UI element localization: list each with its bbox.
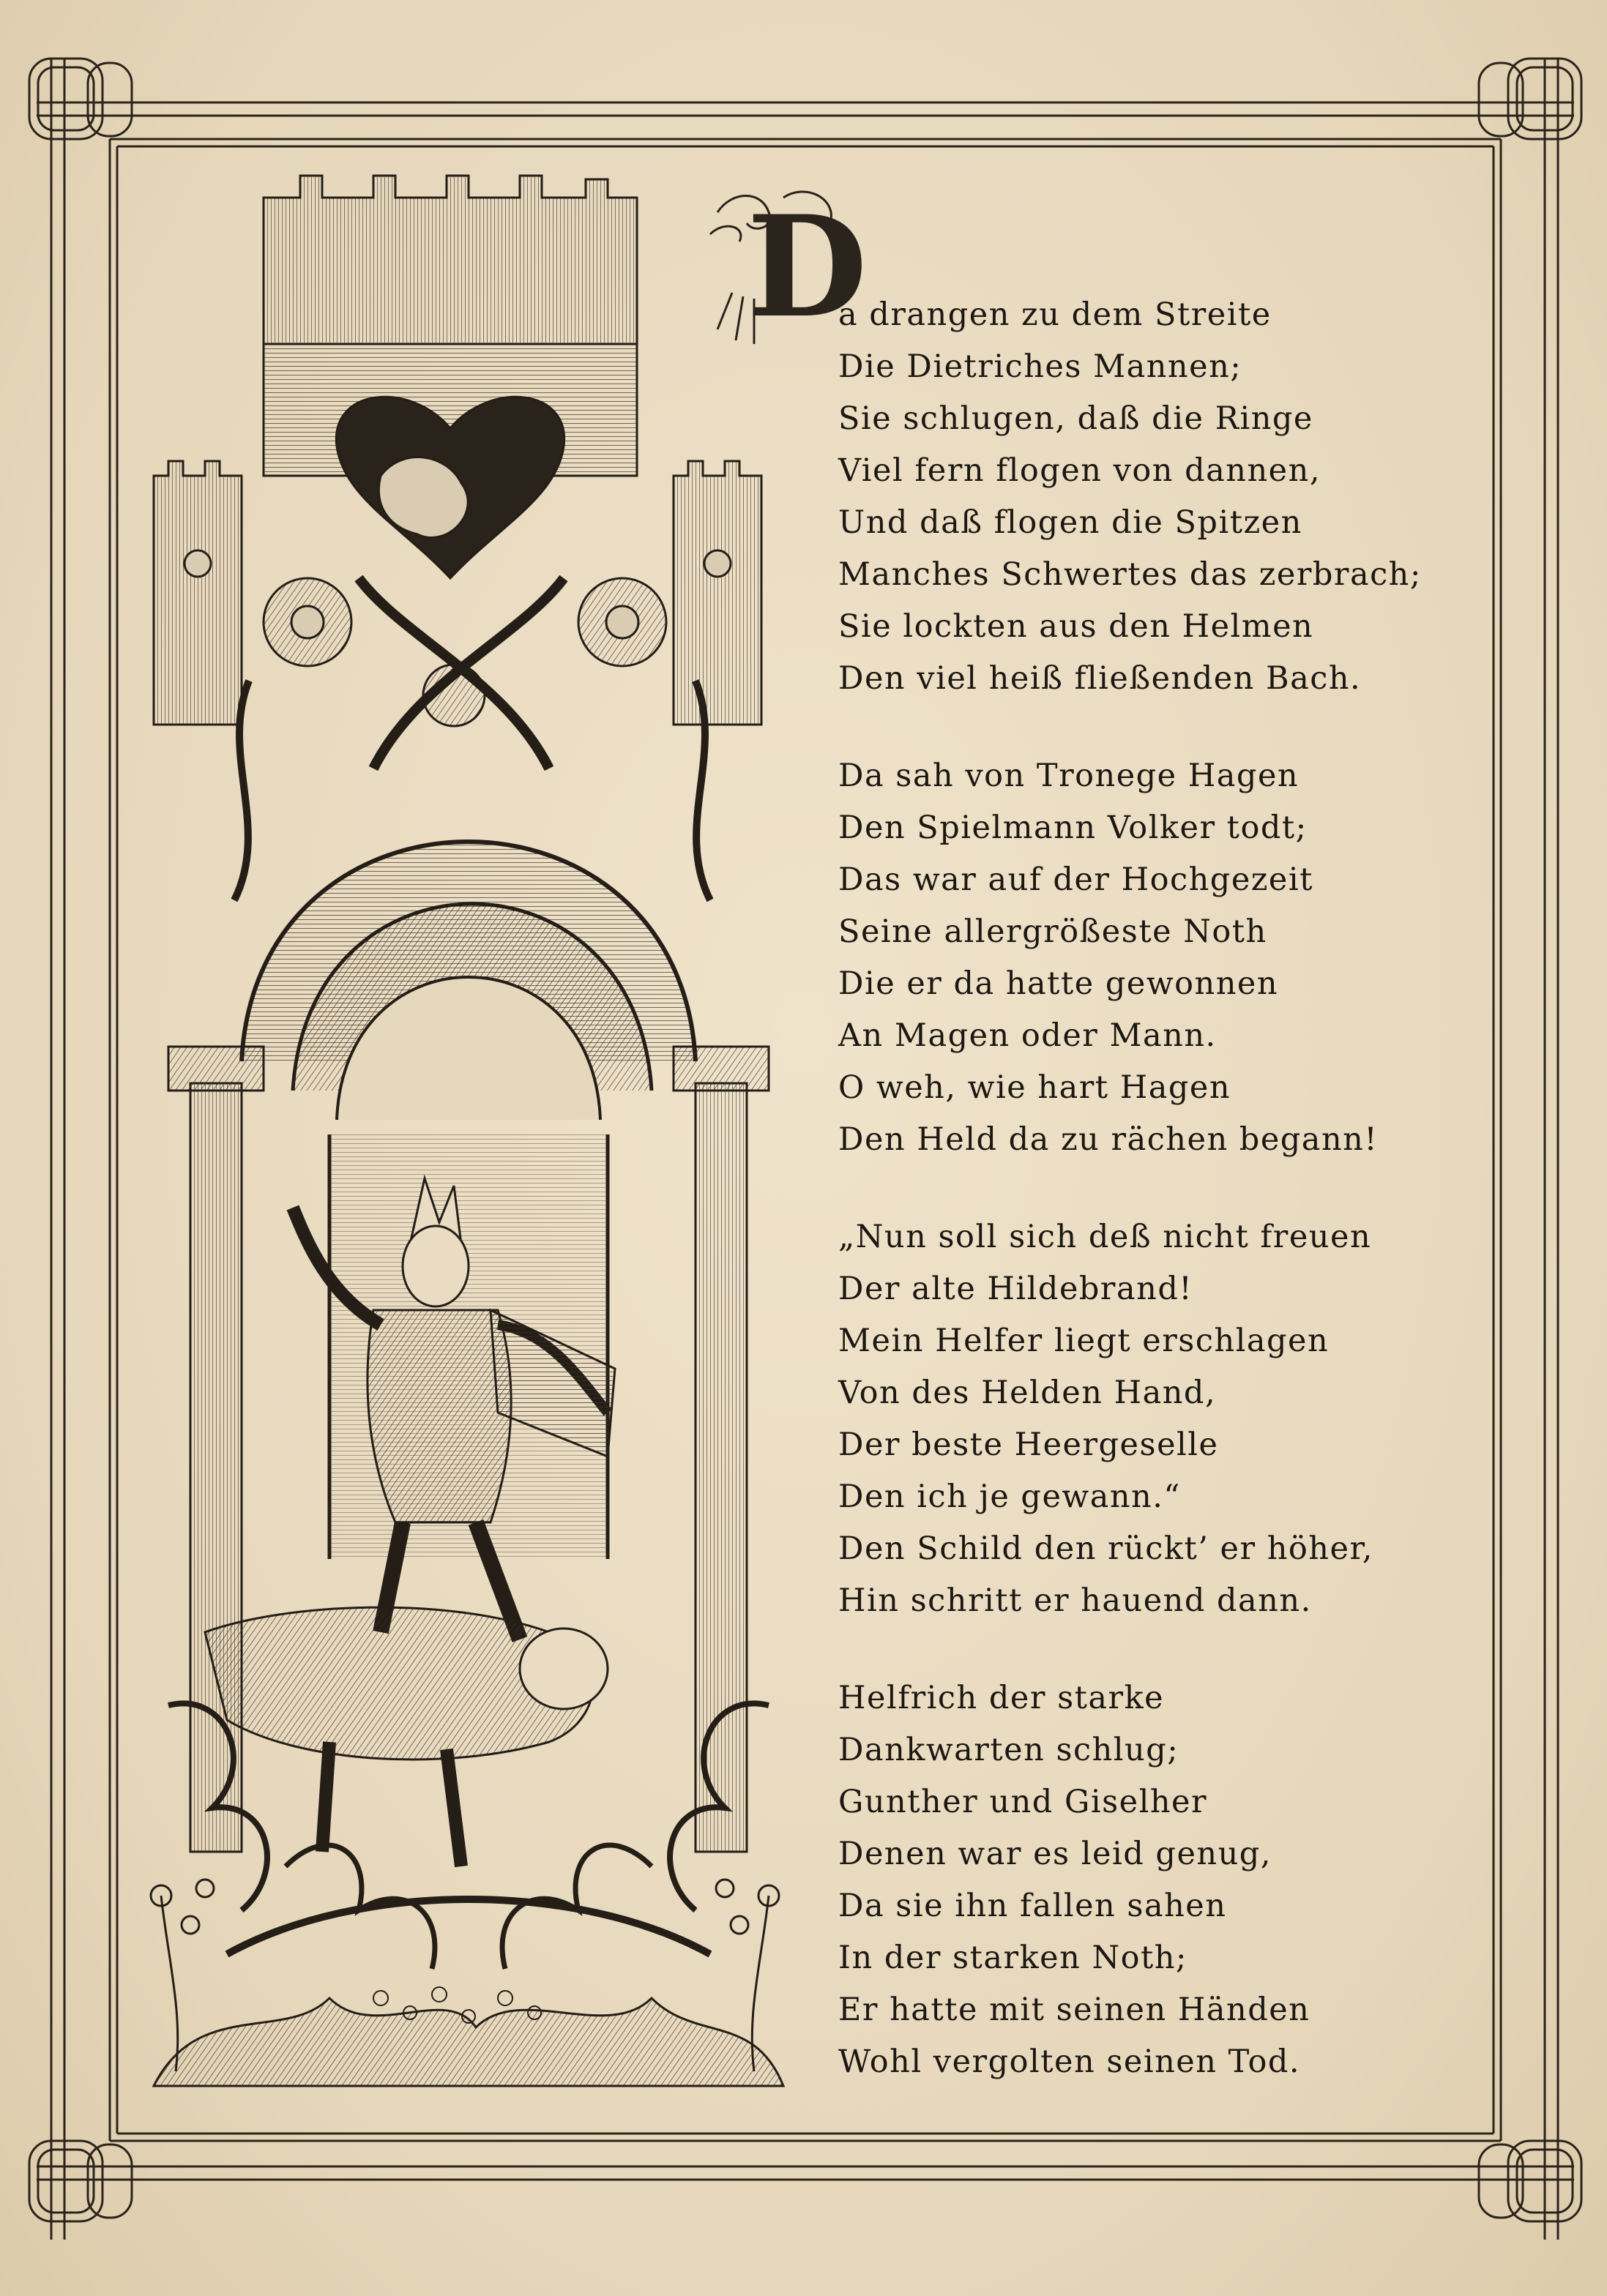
right-turret [674, 461, 761, 725]
verse-line: Da sie ihn fallen sahen [838, 1888, 1227, 1924]
verse-line: Wohl vergolten seinen Tod. [838, 2043, 1301, 2080]
verse-line: Sie lockten aus den Helmen [838, 608, 1314, 645]
initial-letter: D [747, 185, 868, 348]
decorated-initial [703, 183, 868, 351]
right-column [696, 1083, 747, 1852]
verse-line: „Nun soll sich deß nicht freuen [838, 1219, 1372, 1255]
stanza-3 [838, 1211, 1483, 1627]
verse-line: Das war auf der Hochgezeit [838, 861, 1313, 898]
left-turret [154, 461, 242, 725]
poem-text [838, 289, 1483, 2134]
stanza-2 [838, 750, 1483, 1166]
verse-line: Den viel heiß fließenden Bach. [838, 660, 1362, 697]
verse-line: Die Dietriches Mannen; [838, 348, 1242, 385]
verse-line: Manches Schwertes das zerbrach; [838, 556, 1422, 593]
verse-line: Dankwarten schlug; [838, 1732, 1179, 1768]
verse-line: Denen war es leid genug, [838, 1836, 1272, 1872]
verse-line: Den Spielmann Volker todt; [838, 809, 1308, 846]
verse-line: a drangen zu dem Streite [838, 296, 1272, 333]
fallen-figure [205, 1607, 608, 1866]
verse-line: Den Schild den rückt’ er höher, [838, 1530, 1373, 1567]
engraved-illustration [139, 168, 798, 2101]
verse-line: Gunther und Giselher [838, 1784, 1208, 1820]
verse-line: Helfrich der starke [838, 1680, 1165, 1716]
verse-line: Den ich je gewann.“ [838, 1478, 1181, 1515]
flower-base [154, 1998, 783, 2086]
verse-line: Viel fern flogen von dannen, [838, 452, 1321, 489]
verse-line: Er hatte mit seinen Händen [838, 1992, 1310, 2028]
verse-line: An Magen oder Mann. [838, 1017, 1217, 1054]
stanza-1 [838, 289, 1483, 705]
verse-line: In der starken Noth; [838, 1940, 1187, 1976]
verse-line: Der beste Heergeselle [838, 1426, 1219, 1463]
verse-line: Da sah von Tronege Hagen [838, 758, 1300, 794]
left-column [190, 1083, 242, 1852]
verse-line: Sie schlugen, daß die Ringe [838, 400, 1313, 437]
verse-line: Von des Helden Hand, [838, 1375, 1217, 1411]
verse-line: Die er da hatte gewonnen [838, 965, 1279, 1002]
verse-line: Seine allergrößeste Noth [838, 913, 1267, 950]
verse-line: O weh, wie hart Hagen [838, 1069, 1231, 1106]
stanza-4 [838, 1672, 1483, 2088]
verse-line: Hin schritt er hauend dann. [838, 1582, 1312, 1619]
verse-line: Den Held da zu rächen begann! [838, 1121, 1379, 1158]
verse-line: Und daß flogen die Spitzen [838, 504, 1302, 541]
verse-line: Der alte Hildebrand! [838, 1271, 1193, 1307]
verse-line: Mein Helfer liegt erschlagen [838, 1323, 1330, 1359]
